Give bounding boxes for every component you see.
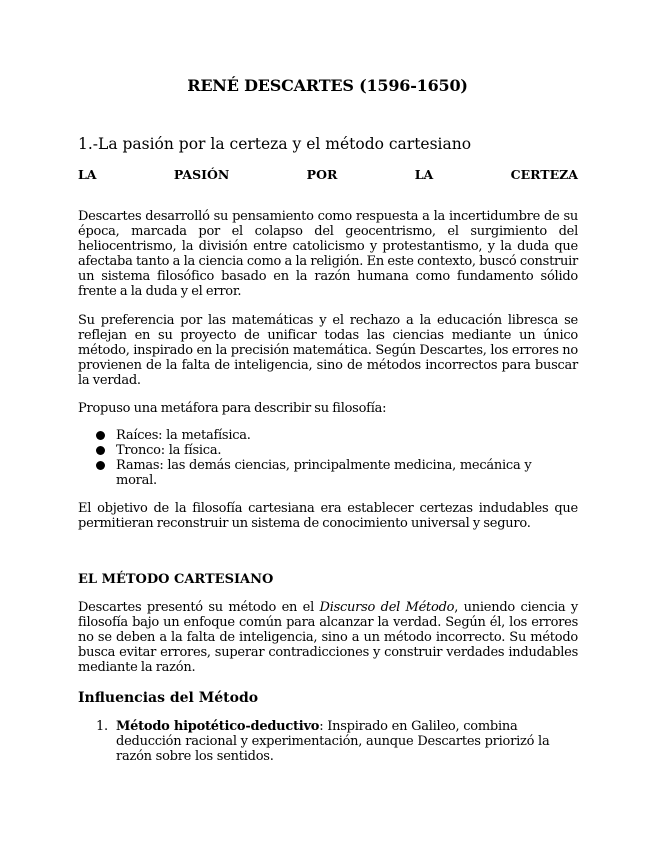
- list-item: [96, 443, 556, 458]
- spaced-heading-word: CERTEZA: [510, 167, 578, 182]
- spaced-heading-word: POR: [306, 167, 338, 182]
- paragraph-discurso: [78, 600, 578, 675]
- spaced-heading-word: PASIÓN: [173, 167, 230, 182]
- paragraph-mathematics: Su preferencia por las matemáticas y el rechazo a la educación libresca se reflejan en su proyecto de unificar todas las ciencias mediante un único método, inspirado en la precisión matemática. Según Descartes, los errores no provienen de la falta de inteligencia, sino de métodos incorrectos para buscar la verdad.: [78, 313, 578, 388]
- influencias-heading: Influencias del Método: [78, 690, 259, 706]
- bullet-icon: [96, 446, 105, 455]
- document-title: RENÉ DESCARTES (1596-1650): [187, 76, 468, 95]
- spaced-heading-la-pasion-por-la-certeza: [78, 167, 578, 182]
- list-item: [96, 719, 560, 764]
- metodo-cartesiano-heading: EL MÉTODO CARTESIANO: [78, 572, 274, 587]
- list-item-text: Ramas: las demás ciencias, principalmente medicina, mecánica y moral.: [116, 458, 532, 488]
- list-item-text: Raíces: la metafísica.: [116, 428, 251, 443]
- list-item-text: : Inspirado en Galileo, combina deducción racional y experimentación, aunque Descartes priorizó la razón sobre los sentidos.: [116, 719, 550, 764]
- list-item: [96, 458, 556, 488]
- paragraph-metaphor-intro: Propuso una metáfora para describir su filosofía:: [78, 401, 387, 416]
- bullet-icon: [96, 431, 105, 440]
- metaphor-bullet-list: [96, 428, 556, 488]
- list-item-text: Tronco: la física.: [116, 443, 222, 458]
- bullet-icon: [96, 461, 105, 470]
- paragraph-objective: El objetivo de la filosofía cartesiana era establecer certezas indudables que permitieran reconstruir un sistema de conocimiento universal y seguro.: [78, 501, 578, 531]
- list-item-term: Método hipotético-deductivo: [116, 719, 320, 734]
- list-item: [96, 428, 556, 443]
- book-title-italic: Discurso del Método: [319, 600, 455, 615]
- spaced-heading-word: LA: [78, 167, 97, 182]
- paragraph-text: , uniendo ciencia y filosofía bajo un enfoque común para alcanzar la verdad. Según él, los errores no se deben a la falta de inteligencia, sino a un método incorrecto. Su método busca evitar errores, superar contradicciones y construir verdades indudables mediante la razón.: [78, 600, 579, 675]
- section-heading: 1.-La pasión por la certeza y el método cartesiano: [78, 135, 472, 153]
- spaced-heading-word: LA: [414, 167, 434, 182]
- influencias-numbered-list: [96, 719, 560, 764]
- paragraph-text: Descartes presentó su método en el: [78, 600, 320, 615]
- paragraph-context: Descartes desarrolló su pensamiento como respuesta a la incertidumbre de su época, marcada por el colapso del geocentrismo, el surgimiento del heliocentrismo, la división entre catolicismo y protestantismo, y la duda que afectaba tanto a la ciencia como a la religión. En este contexto, buscó construir un sistema filosófico basado en la razón humana como fundamento sólido frente a la duda y el error.: [78, 209, 578, 299]
- list-number: 1.: [96, 719, 108, 734]
